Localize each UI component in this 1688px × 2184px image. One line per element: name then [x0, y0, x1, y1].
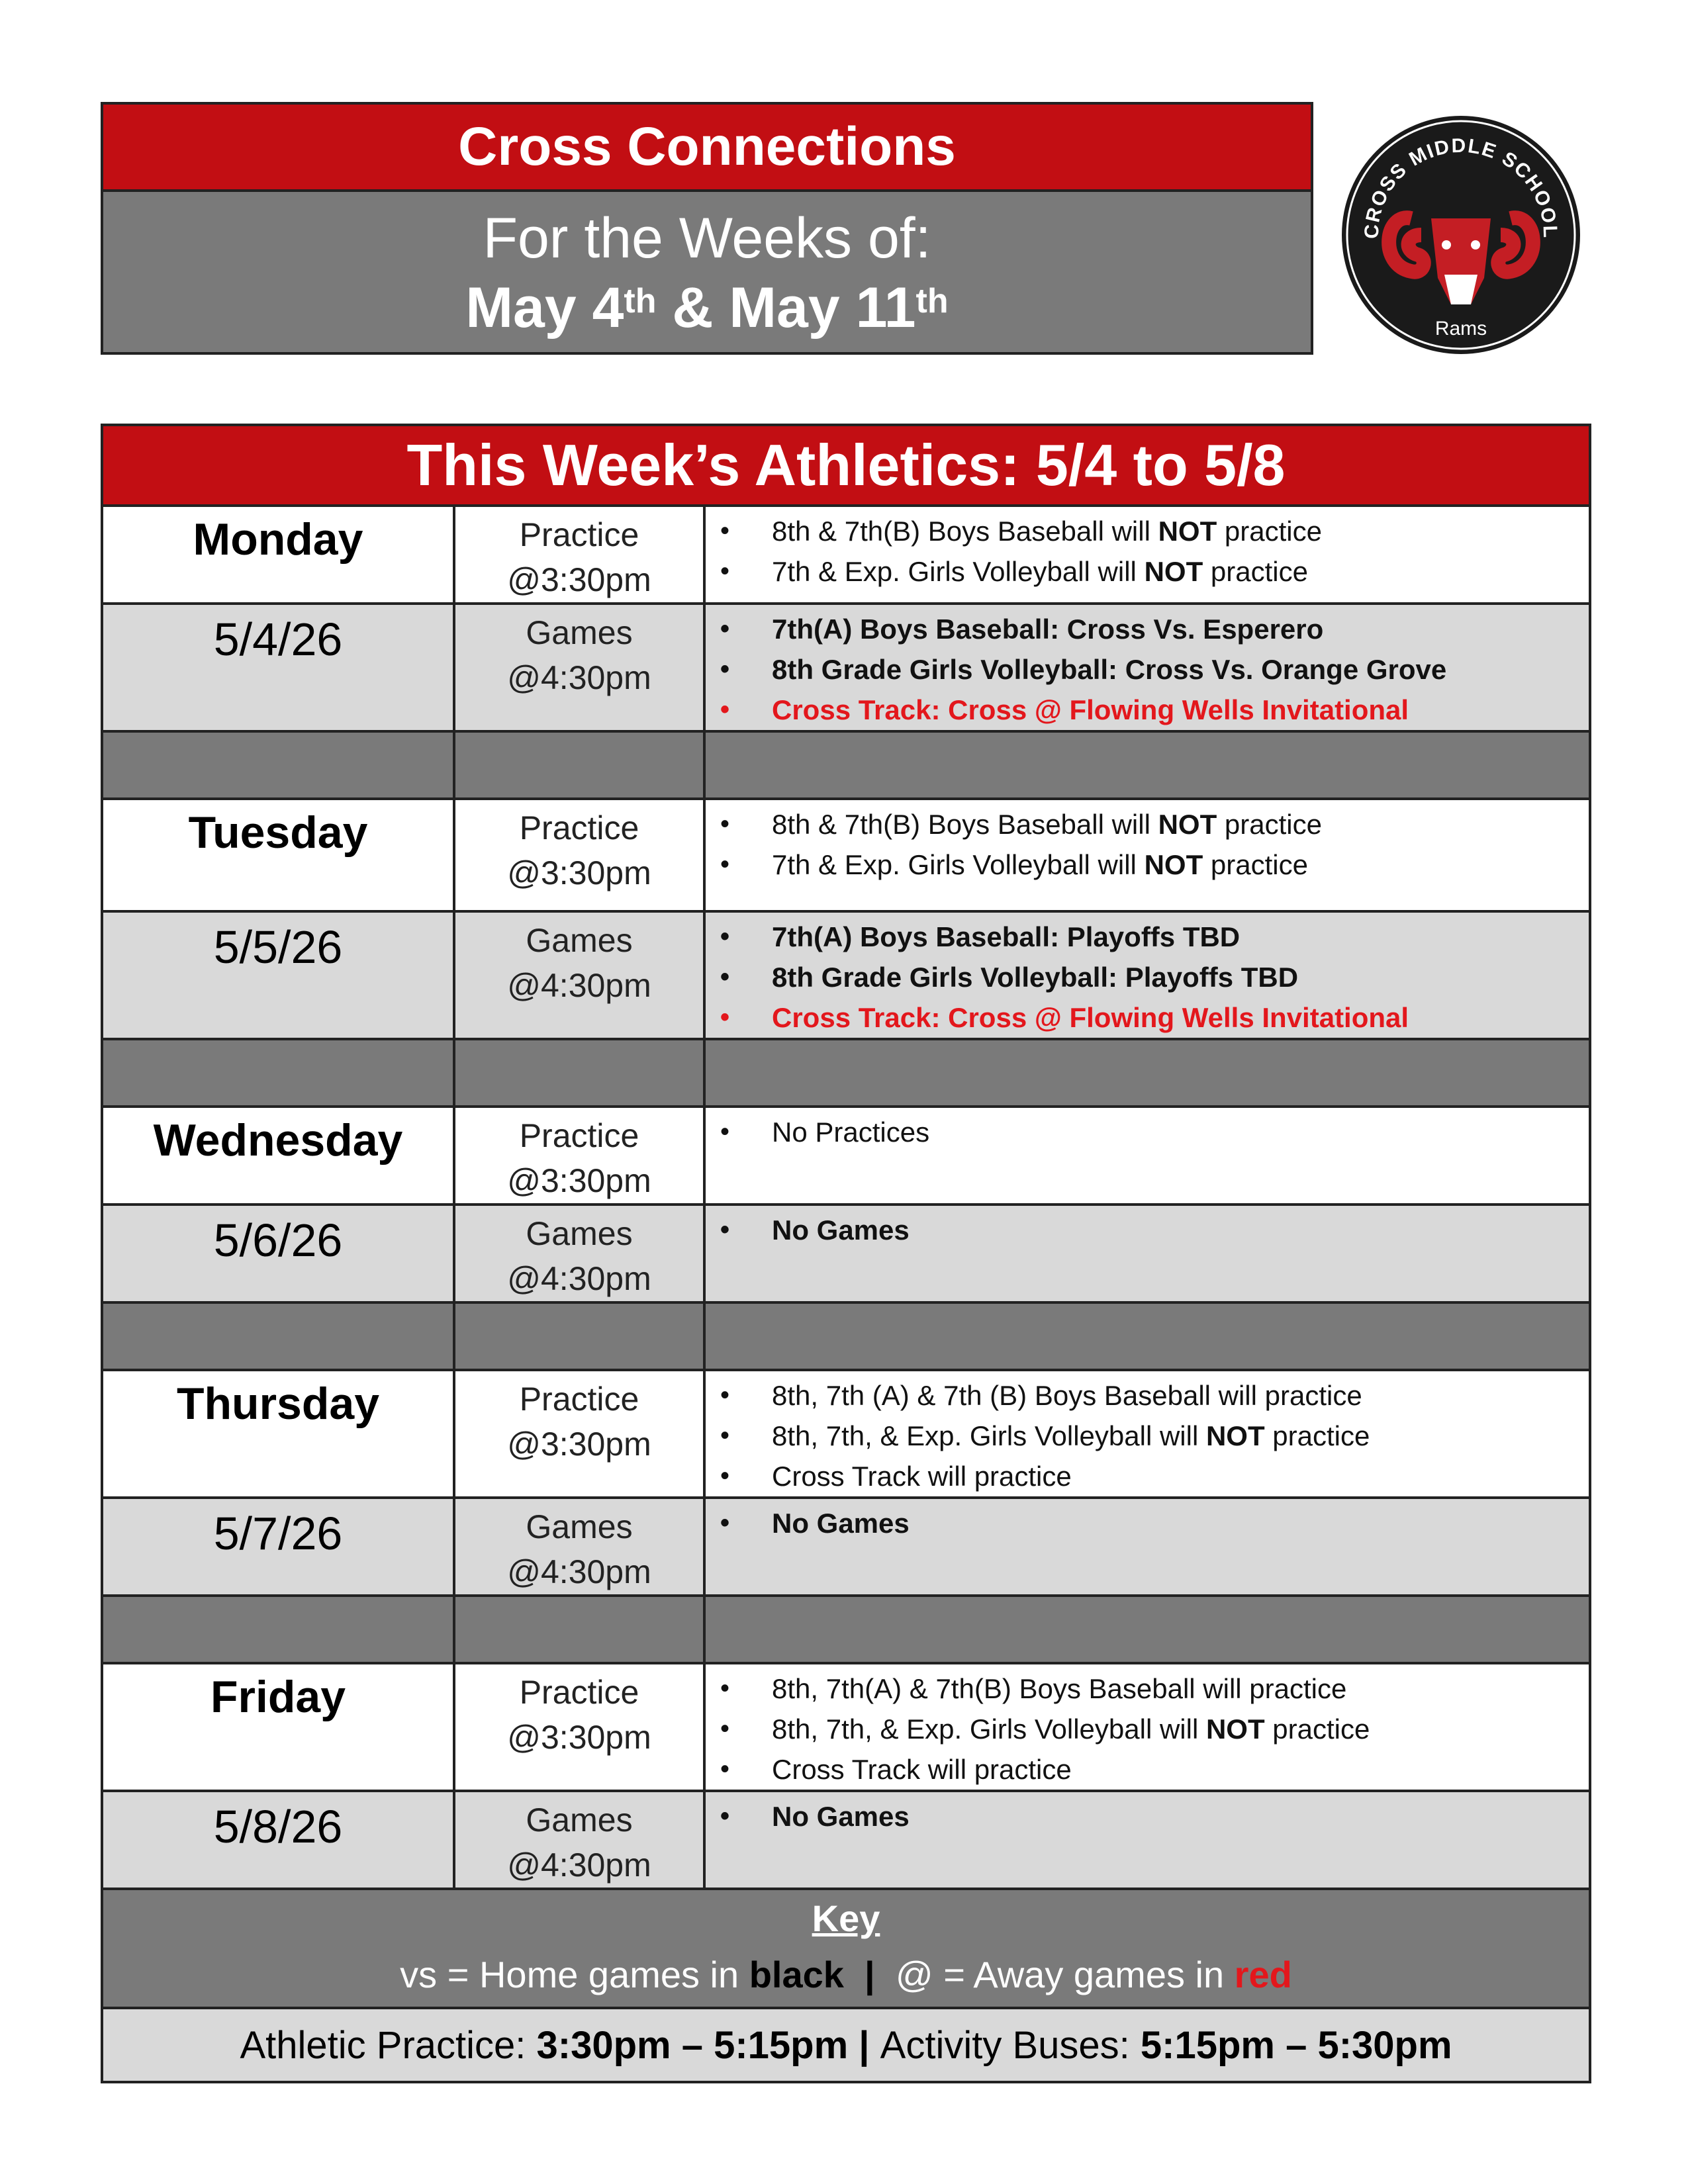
key-away-color: red: [1234, 1954, 1292, 1995]
practice-item: [706, 844, 1589, 885]
week2-date: May 11: [729, 276, 916, 340]
game-item: • Cross Track: Cross @ Flowing Wells Invitational: [706, 997, 1589, 1038]
game-item: • No Games: [706, 1503, 1589, 1543]
practice-list: [706, 507, 1589, 592]
day-name: Thursday: [102, 1370, 454, 1498]
game-item: • 8th Grade Girls Volleyball: Playoffs TBD: [706, 957, 1589, 997]
practice-item-text: Cross Track will practice: [772, 1461, 1072, 1492]
games-items-cell: [704, 1791, 1590, 1889]
practice-row: [102, 1663, 1590, 1791]
game-item: • 7th(A) Boys Baseball: Playoffs TBD: [706, 917, 1589, 957]
practice-item: [706, 551, 1589, 592]
games-time-cell: [454, 911, 704, 1039]
practice-time-cell: [454, 506, 704, 604]
week2-suffix: th: [915, 282, 949, 320]
key-legend: [103, 1945, 1589, 2005]
practice-item-emphasis: NOT: [1158, 516, 1217, 547]
practice-time-cell: [454, 1107, 704, 1205]
practice-item-emphasis: NOT: [1205, 1420, 1265, 1451]
weeks-banner: [103, 192, 1311, 352]
practice-item-suffix: practice: [1203, 849, 1308, 880]
practice-time: @3:30pm: [507, 854, 651, 891]
game-item: • Cross Track: Cross @ Flowing Wells Invitational: [706, 690, 1589, 730]
day-date: 5/8/26: [102, 1791, 454, 1889]
practice-items-cell: [704, 1663, 1590, 1791]
newsletter-header: [101, 102, 1313, 355]
games-row: [102, 911, 1590, 1039]
day-separator-row: [102, 731, 1590, 799]
key-title: Key: [812, 1897, 880, 1939]
practice-item-text: 8th, 7th, & Exp. Girls Volleyball will: [772, 1420, 1206, 1451]
games-time-cell: [454, 1498, 704, 1596]
games-list: [706, 1499, 1589, 1543]
logo-arc-text: CROSS MIDDLE SCHOOL: [1360, 134, 1562, 240]
practice-list: [706, 800, 1589, 885]
athletics-schedule-table: [101, 424, 1591, 2083]
practice-item: [706, 1456, 1589, 1496]
practice-item-text: 7th & Exp. Girls Volleyball will: [772, 556, 1145, 587]
practice-time: @3:30pm: [507, 1426, 651, 1463]
games-list: [706, 913, 1589, 1038]
bus-hours-label: Activity Buses:: [880, 2023, 1141, 2067]
separator-cell: [704, 1039, 1590, 1107]
practice-item-suffix: practice: [1217, 516, 1322, 547]
games-items-cell: [704, 1498, 1590, 1596]
footer-row: [102, 2008, 1590, 2082]
games-row: [102, 1791, 1590, 1889]
practice-items-cell: [704, 506, 1590, 604]
day-name: Tuesday: [102, 799, 454, 911]
schedule-heading-row: [102, 425, 1590, 506]
separator-cell: [454, 1302, 704, 1370]
practice-time: @3:30pm: [507, 1719, 651, 1756]
practice-item-emphasis: NOT: [1158, 809, 1217, 840]
practice-time-cell: [454, 799, 704, 911]
practice-item-text: 8th, 7th(A) & 7th(B) Boys Baseball will practice: [772, 1673, 1347, 1704]
practice-row: [102, 1370, 1590, 1498]
footer-cell: [102, 2008, 1590, 2082]
game-item: • 7th(A) Boys Baseball: Cross Vs. Esperero: [706, 609, 1589, 649]
practice-item-text: 8th & 7th(B) Boys Baseball will: [772, 809, 1158, 840]
day-name: Monday: [102, 506, 454, 604]
practice-item-emphasis: NOT: [1205, 1713, 1265, 1745]
ram-logo-icon: [1338, 113, 1583, 357]
day-date: 5/7/26: [102, 1498, 454, 1596]
practice-item-emphasis: NOT: [1144, 556, 1203, 587]
practice-item-text: 7th & Exp. Girls Volleyball will: [772, 849, 1145, 880]
practice-item-emphasis: NOT: [1144, 849, 1203, 880]
games-label: Games: [526, 1508, 633, 1545]
practice-item-text: 8th, 7th (A) & 7th (B) Boys Baseball will practice: [772, 1380, 1362, 1411]
practice-list: [706, 1664, 1589, 1790]
practice-label: Practice: [519, 809, 639, 846]
day-separator-row: [102, 1039, 1590, 1107]
practice-label: Practice: [519, 516, 639, 553]
games-time: @4:30pm: [507, 967, 651, 1004]
practice-items-cell: [704, 799, 1590, 911]
bus-hours: 5:15pm – 5:30pm: [1140, 2023, 1452, 2067]
games-time: @4:30pm: [507, 659, 651, 696]
separator-cell: [454, 1039, 704, 1107]
practice-item: [706, 804, 1589, 844]
practice-time-cell: [454, 1663, 704, 1791]
game-item: • No Games: [706, 1796, 1589, 1837]
games-time-cell: [454, 1205, 704, 1302]
day-date: 5/5/26: [102, 911, 454, 1039]
key-home-text: vs = Home games in: [400, 1954, 749, 1995]
practice-label: Practice: [519, 1117, 639, 1154]
key-cell: [102, 1889, 1590, 2008]
separator-cell: [454, 1596, 704, 1663]
practice-item: [706, 1416, 1589, 1456]
games-time: @4:30pm: [507, 1846, 651, 1884]
separator-cell: [704, 1596, 1590, 1663]
practice-row: [102, 506, 1590, 604]
games-list: [706, 605, 1589, 730]
practice-item: [706, 1375, 1589, 1416]
games-items-cell: [704, 604, 1590, 731]
practice-items-cell: [704, 1107, 1590, 1205]
practice-item-suffix: practice: [1264, 1420, 1370, 1451]
separator-cell: [704, 731, 1590, 799]
games-list: [706, 1792, 1589, 1837]
games-label: Games: [526, 1215, 633, 1252]
games-row: [102, 604, 1590, 731]
practice-row: [102, 799, 1590, 911]
practice-item: [706, 1112, 1589, 1152]
practice-hours: 3:30pm – 5:15pm: [536, 2023, 849, 2067]
key-home-color: black: [749, 1954, 844, 1995]
games-time-cell: [454, 1791, 704, 1889]
practice-item-text: 8th & 7th(B) Boys Baseball will: [772, 516, 1158, 547]
weeks-subtitle: For the Weeks of:: [483, 206, 931, 270]
games-time: @4:30pm: [507, 1260, 651, 1297]
date-separator: &: [656, 276, 729, 340]
games-time: @4:30pm: [507, 1553, 651, 1590]
practice-row: [102, 1107, 1590, 1205]
practice-time: @3:30pm: [507, 561, 651, 598]
footer-divider: |: [848, 2023, 880, 2067]
games-list: [706, 1206, 1589, 1250]
practice-hours-label: Athletic Practice:: [240, 2023, 537, 2067]
games-label: Games: [526, 1801, 633, 1839]
key-away-text: @ = Away games in: [895, 1954, 1235, 1995]
school-logo: [1338, 113, 1583, 357]
day-separator-row: [102, 1596, 1590, 1663]
practice-item-text: 8th, 7th, & Exp. Girls Volleyball will: [772, 1713, 1206, 1745]
practice-item-text: No Practices: [772, 1116, 930, 1148]
practice-time: @3:30pm: [507, 1162, 651, 1199]
day-date: 5/6/26: [102, 1205, 454, 1302]
practice-list: [706, 1108, 1589, 1152]
practice-item: [706, 1709, 1589, 1749]
practice-label: Practice: [519, 1674, 639, 1711]
logo-bottom-text: Rams: [1434, 318, 1487, 340]
newsletter-title: Cross Connections: [103, 105, 1311, 192]
weeks-dates: [103, 271, 1311, 344]
game-item: • No Games: [706, 1210, 1589, 1250]
practice-item-suffix: practice: [1203, 556, 1308, 587]
practice-item-suffix: practice: [1217, 809, 1322, 840]
practice-time-cell: [454, 1370, 704, 1498]
day-date: 5/4/26: [102, 604, 454, 731]
game-item: • 8th Grade Girls Volleyball: Cross Vs. Orange Grove: [706, 649, 1589, 690]
games-items-cell: [704, 1205, 1590, 1302]
day-separator-row: [102, 1302, 1590, 1370]
games-row: [102, 1205, 1590, 1302]
day-name: Friday: [102, 1663, 454, 1791]
separator-cell: [102, 1596, 454, 1663]
games-items-cell: [704, 911, 1590, 1039]
day-name: Wednesday: [102, 1107, 454, 1205]
practice-item-text: Cross Track will practice: [772, 1754, 1072, 1785]
separator-cell: [102, 731, 454, 799]
key-row: [102, 1889, 1590, 2008]
key-divider: |: [843, 1954, 896, 1995]
practice-item: [706, 1668, 1589, 1709]
separator-cell: [704, 1302, 1590, 1370]
practice-item: [706, 511, 1589, 551]
week1-suffix: th: [624, 282, 657, 320]
separator-cell: [102, 1302, 454, 1370]
games-label: Games: [526, 614, 633, 651]
practice-item-suffix: practice: [1264, 1713, 1370, 1745]
schedule-heading: This Week’s Athletics: 5/4 to 5/8: [102, 425, 1590, 506]
games-row: [102, 1498, 1590, 1596]
games-label: Games: [526, 922, 633, 959]
practice-items-cell: [704, 1370, 1590, 1498]
practice-list: [706, 1371, 1589, 1496]
practice-item: [706, 1749, 1589, 1790]
practice-label: Practice: [519, 1381, 639, 1418]
week1-date: May 4: [465, 276, 624, 340]
separator-cell: [102, 1039, 454, 1107]
games-time-cell: [454, 604, 704, 731]
separator-cell: [454, 731, 704, 799]
